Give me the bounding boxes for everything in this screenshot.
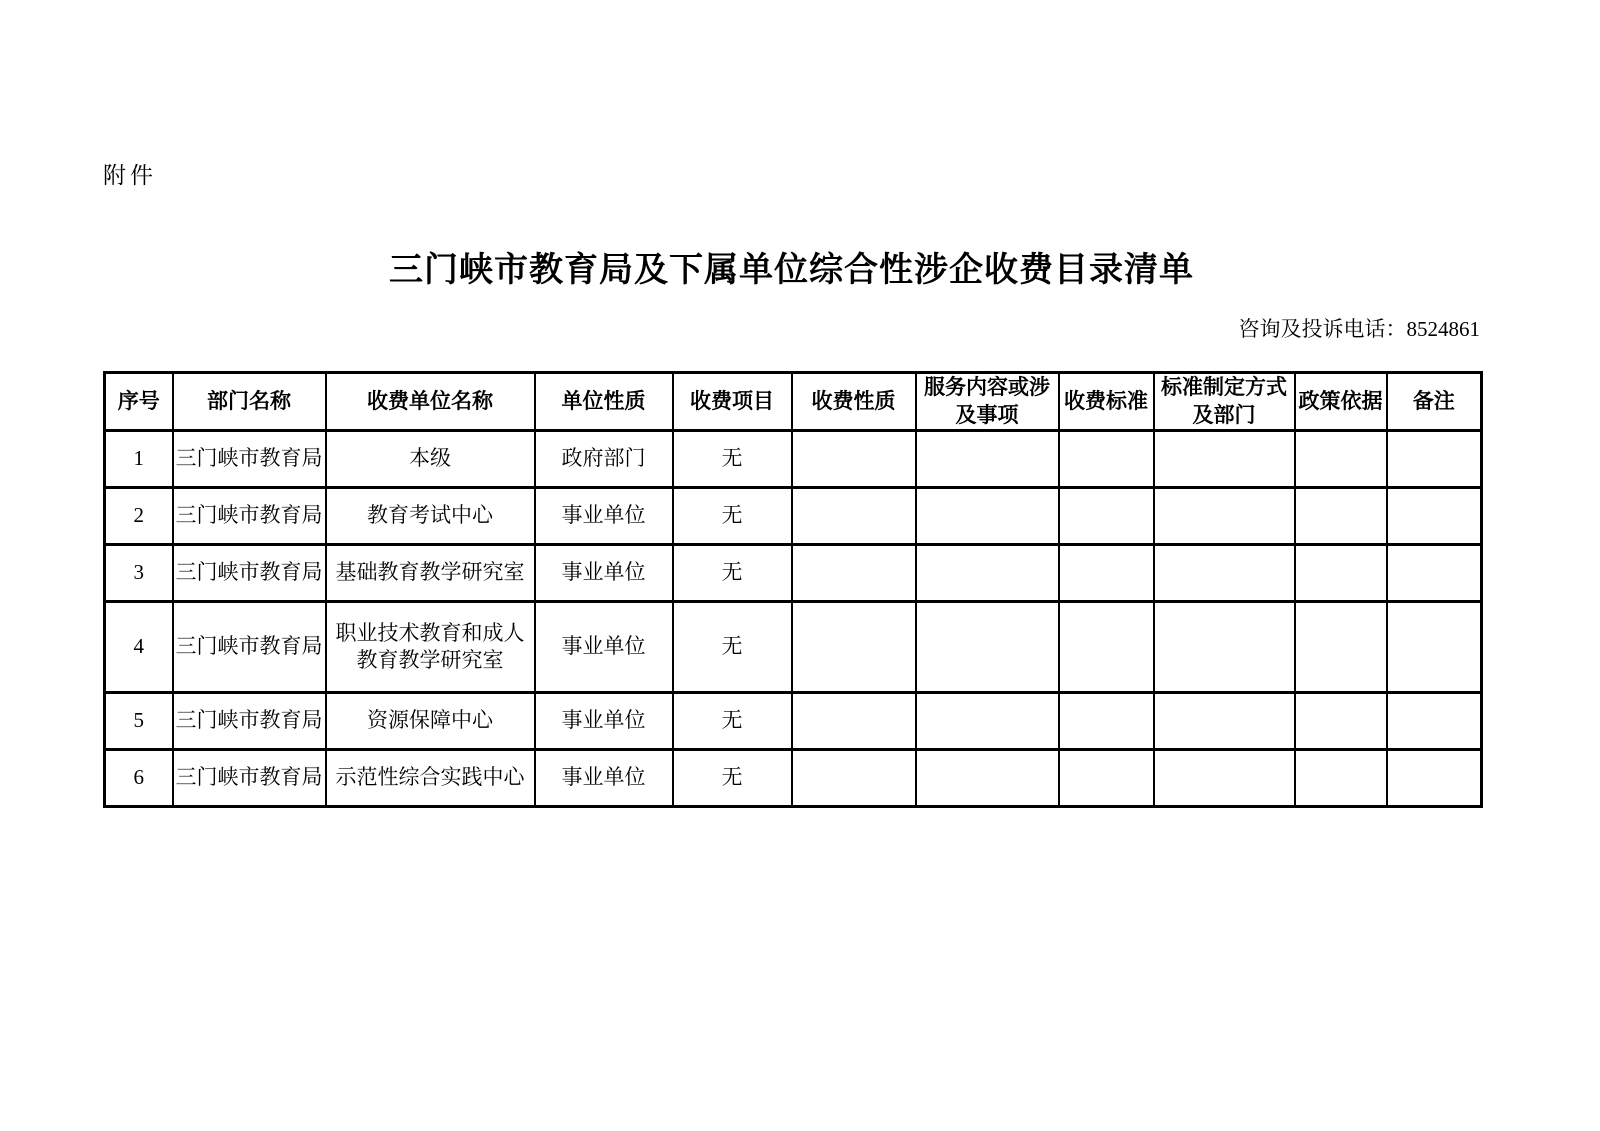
table-row — [105, 545, 1482, 602]
table-cell: 事业单位 — [535, 602, 673, 693]
table-cell: 基础教育教学研究室 — [326, 545, 535, 602]
table-cell: 资源保障中心 — [326, 693, 535, 750]
table-cell — [1387, 431, 1482, 488]
table-cell: 三门峡市教育局 — [173, 431, 326, 488]
table-cell: 事业单位 — [535, 545, 673, 602]
table-cell — [916, 750, 1059, 807]
table-cell — [1295, 545, 1387, 602]
header-cell-standard-method: 标准制定方式及部门 — [1154, 373, 1295, 431]
contact-phone: 咨询及投诉电话：8524861 — [1238, 317, 1480, 341]
table-cell — [792, 693, 916, 750]
table-cell: 三门峡市教育局 — [173, 488, 326, 545]
table-cell — [1059, 431, 1154, 488]
page-title: 三门峡市教育局及下属单位综合性涉企收费目录清单 — [389, 251, 1194, 289]
table-cell — [1059, 545, 1154, 602]
fee-catalog-table — [103, 371, 1483, 808]
table-cell — [1295, 693, 1387, 750]
table-cell: 三门峡市教育局 — [173, 545, 326, 602]
table-cell: 6 — [105, 750, 173, 807]
table-cell — [1059, 602, 1154, 693]
table-cell — [1059, 488, 1154, 545]
table-cell — [1154, 488, 1295, 545]
table-cell: 3 — [105, 545, 173, 602]
table-cell: 事业单位 — [535, 488, 673, 545]
table-cell — [1154, 545, 1295, 602]
table-row — [105, 693, 1482, 750]
header-cell-fee-nature: 收费性质 — [792, 373, 916, 431]
table-row — [105, 431, 1482, 488]
table-cell: 职业技术教育和成人教育教学研究室 — [326, 602, 535, 693]
table-cell — [792, 545, 916, 602]
table-cell — [916, 545, 1059, 602]
table-cell: 事业单位 — [535, 750, 673, 807]
table-cell — [1295, 750, 1387, 807]
table-cell: 1 — [105, 431, 173, 488]
header-cell-department: 部门名称 — [173, 373, 326, 431]
table-cell — [1387, 693, 1482, 750]
table-cell — [792, 602, 916, 693]
table-cell — [916, 602, 1059, 693]
table-cell — [916, 431, 1059, 488]
table-cell: 无 — [673, 431, 792, 488]
table-cell: 无 — [673, 750, 792, 807]
table-cell: 无 — [673, 602, 792, 693]
table-cell: 无 — [673, 488, 792, 545]
table-header-row — [105, 373, 1482, 431]
table-row — [105, 488, 1482, 545]
table-cell: 三门峡市教育局 — [173, 602, 326, 693]
table-cell: 无 — [673, 693, 792, 750]
attachment-label: 附件 — [103, 163, 157, 188]
table-cell: 无 — [673, 545, 792, 602]
table-cell: 示范性综合实践中心 — [326, 750, 535, 807]
table-cell — [1387, 545, 1482, 602]
table-cell — [916, 488, 1059, 545]
header-cell-policy-basis: 政策依据 — [1295, 373, 1387, 431]
header-cell-fee-item: 收费项目 — [673, 373, 792, 431]
table-cell — [1295, 488, 1387, 545]
table-cell — [1059, 750, 1154, 807]
table-cell — [1295, 431, 1387, 488]
table-cell: 三门峡市教育局 — [173, 750, 326, 807]
table-cell — [1154, 602, 1295, 693]
table-cell: 5 — [105, 693, 173, 750]
header-cell-unit-type: 单位性质 — [535, 373, 673, 431]
table-cell: 政府部门 — [535, 431, 673, 488]
table-cell — [916, 693, 1059, 750]
table-cell: 2 — [105, 488, 173, 545]
table-cell: 本级 — [326, 431, 535, 488]
header-cell-service-content: 服务内容或涉及事项 — [916, 373, 1059, 431]
table-cell — [1059, 693, 1154, 750]
table-cell: 事业单位 — [535, 693, 673, 750]
table-cell — [1154, 750, 1295, 807]
table-cell — [1387, 602, 1482, 693]
table-cell: 4 — [105, 602, 173, 693]
table-row — [105, 602, 1482, 693]
table-cell — [1387, 750, 1482, 807]
table-cell — [1154, 431, 1295, 488]
table-cell — [792, 488, 916, 545]
header-cell-fee-standard: 收费标准 — [1059, 373, 1154, 431]
table-cell — [1295, 602, 1387, 693]
header-cell-index: 序号 — [105, 373, 173, 431]
table-cell — [1154, 693, 1295, 750]
header-cell-unit-name: 收费单位名称 — [326, 373, 535, 431]
table-cell — [792, 750, 916, 807]
header-cell-remarks: 备注 — [1387, 373, 1482, 431]
table-cell — [1387, 488, 1482, 545]
table-cell: 教育考试中心 — [326, 488, 535, 545]
table-cell — [792, 431, 916, 488]
table-row — [105, 750, 1482, 807]
table-cell: 三门峡市教育局 — [173, 693, 326, 750]
